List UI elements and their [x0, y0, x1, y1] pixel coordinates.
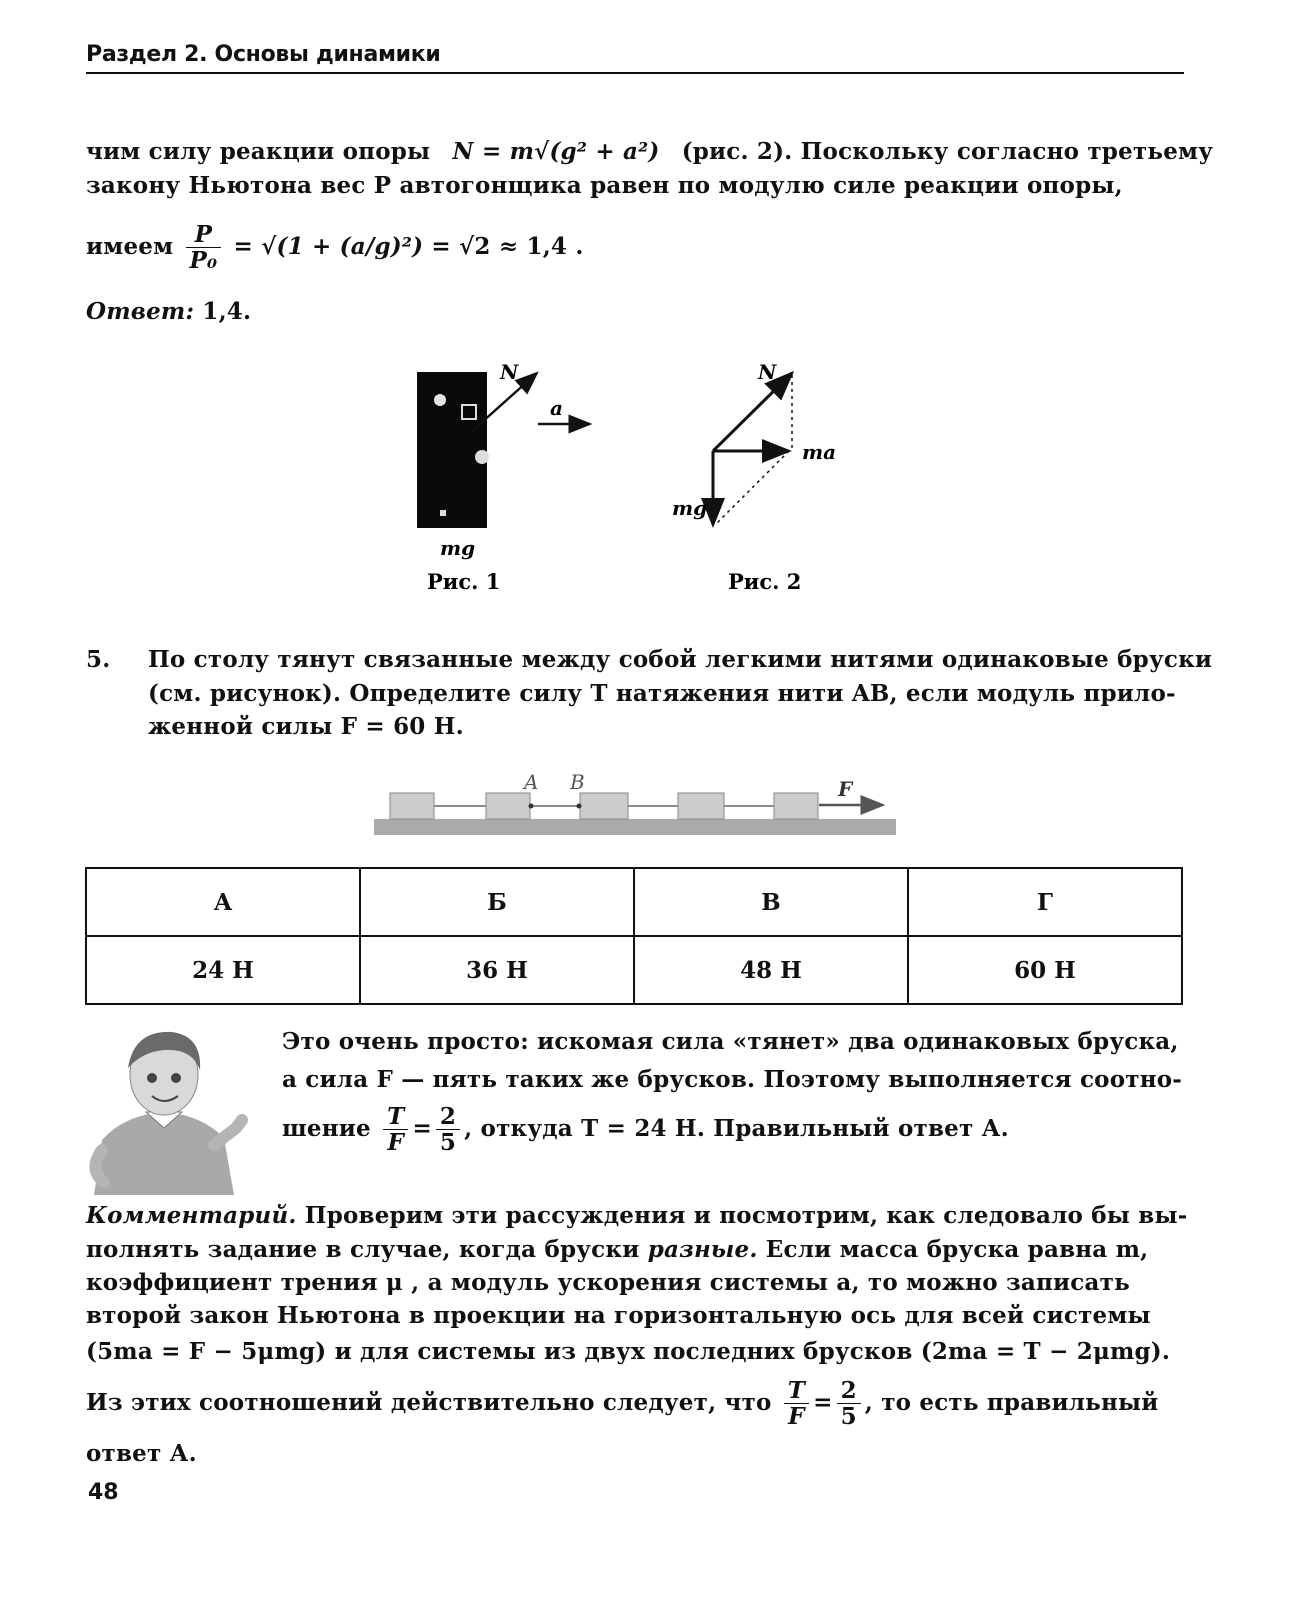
- table-surface: [374, 819, 896, 835]
- boy-eye-left: [147, 1073, 157, 1083]
- option-header: Г: [908, 868, 1182, 936]
- fig2-label-N: N: [758, 360, 777, 384]
- boy-eye-right: [171, 1073, 181, 1083]
- problem-line-1: По столу тянут связанные между собой легкими нитями одинаковые бруски: [148, 646, 1213, 673]
- answer-label: Ответ:: [86, 298, 195, 325]
- comment-line-6-tail: , то есть правильный: [864, 1388, 1159, 1416]
- ratio-result: = √2 ≈ 1,4 .: [431, 232, 584, 260]
- prev-line-3: [86, 222, 584, 274]
- block-2: [486, 793, 530, 819]
- problem-line-2: (см. рисунок). Определите силу T натяжения нити AB, если модуль прило-: [148, 680, 1176, 707]
- fraction-denominator: F: [387, 1129, 405, 1157]
- boy-pointing-arm: [214, 1120, 242, 1145]
- answer-options-table: [85, 867, 1183, 1005]
- page-header: Раздел 2. Основы динамики: [86, 42, 441, 67]
- prev-line-1: [86, 138, 1213, 165]
- option-value: 48 Н: [634, 936, 908, 1004]
- problem-number: 5.: [86, 646, 111, 673]
- two-fifths-fraction: [837, 1378, 861, 1430]
- table-row: [86, 936, 1182, 1004]
- page-number: 48: [88, 1480, 119, 1505]
- answer-value: 1,4.: [202, 298, 252, 325]
- header-rule: [86, 72, 1184, 74]
- comment-line-4: второй закон Ньютона в проекции на горизонтальную ось для всей системы: [86, 1302, 1151, 1329]
- blocks-figure: [370, 765, 900, 840]
- fig2-dashed-diagonal: [715, 451, 789, 525]
- comment-line-5: (5ma = F − 5μmg) и для системы из двух последних брусков (2ma = T − 2μmg).: [86, 1338, 1171, 1365]
- fraction-denominator: P₀: [189, 247, 218, 275]
- comment-line-2: [86, 1236, 1148, 1263]
- table-header-row: [86, 868, 1182, 936]
- boy-line-3: шение $\frac{T}{F}$ = $\frac{2}{5}$ , откуда T = 24 Н. Правильный ответ А.: [282, 1103, 1009, 1157]
- option-header: Б: [360, 868, 634, 936]
- root-expression: = √(1 + (a/g)²): [233, 232, 424, 260]
- problem-line-3: женной силы F = 60 Н.: [148, 713, 464, 740]
- figures-1-2: [400, 345, 860, 605]
- tension-ratio-fraction: [383, 1104, 408, 1156]
- fig1-label-a: a: [550, 396, 563, 420]
- fraction-numerator: P: [186, 222, 222, 248]
- fraction-numerator: T: [784, 1378, 809, 1404]
- point-A: [529, 804, 534, 809]
- option-value: 60 Н: [908, 936, 1182, 1004]
- fig1-label-mg: mg: [440, 536, 476, 560]
- boy-illustration: [84, 1020, 254, 1195]
- fraction-numerator: 2: [436, 1104, 460, 1130]
- fig2-label-ma: ma: [802, 440, 837, 464]
- tension-ratio-fraction: [784, 1378, 809, 1430]
- fraction-denominator: 5: [439, 1129, 457, 1157]
- prev-line-1-tail: (рис. 2). Поскольку согласно третьему: [681, 138, 1214, 165]
- fraction-numerator: 2: [837, 1378, 861, 1404]
- block-5: [774, 793, 818, 819]
- fig2-vector-N: [713, 373, 792, 451]
- prev-line-3-text: имеем: [86, 232, 174, 260]
- fig2-label-mg: mg: [672, 496, 708, 520]
- fraction-numerator: T: [383, 1104, 408, 1130]
- comment-line-2-text: полнять задание в случае, когда бруски: [86, 1236, 640, 1263]
- option-header: А: [86, 868, 360, 936]
- option-header: В: [634, 868, 908, 936]
- fraction-denominator: F: [788, 1403, 805, 1431]
- two-fifths-fraction: [436, 1104, 460, 1156]
- block-1: [390, 793, 434, 819]
- weight-ratio-fraction: [186, 222, 222, 274]
- comment-emphasis: разные.: [647, 1236, 758, 1263]
- label-F: F: [838, 777, 853, 801]
- comment-line-3: коэффициент трения μ , а модуль ускорения системы a, то можно записать: [86, 1269, 1130, 1296]
- boy-line-2: а сила F — пять таких же брусков. Поэтому выполняется соотно-: [282, 1066, 1183, 1093]
- fig1-driver-photo: [417, 372, 489, 528]
- fig2-caption: Рис. 2: [728, 569, 802, 594]
- prev-answer: [86, 298, 251, 325]
- boy-line-3-text: шение: [282, 1114, 371, 1142]
- label-B: B: [570, 770, 585, 794]
- label-A: A: [524, 770, 539, 794]
- point-B: [577, 804, 582, 809]
- comment-line-2-tail: Если масса бруска равна m,: [765, 1236, 1149, 1263]
- comment-line-7: ответ А.: [86, 1440, 197, 1467]
- prev-line-2: закону Ньютона вес P автогонщика равен по модулю силе реакции опоры,: [86, 172, 1123, 199]
- boy-line-3-tail: , откуда T = 24 Н. Правильный ответ А.: [464, 1114, 1009, 1142]
- comment-line-6: Из этих соотношений действительно следует, что $\frac{T}{F}$ = $\frac{2}{5}$ , то есть правильный: [86, 1377, 1159, 1431]
- fraction-denominator: 5: [840, 1403, 857, 1431]
- comment-label: Комментарий.: [86, 1202, 297, 1229]
- comment-line-1-text: Проверим эти рассуждения и посмотрим, как следовало бы вы-: [304, 1202, 1188, 1229]
- block-4: [678, 793, 724, 819]
- fig1-label-N: N: [500, 360, 519, 384]
- fig1-caption: Рис. 1: [427, 569, 501, 594]
- support-force-formula: N = m√(g² + a²): [452, 138, 660, 165]
- prev-line-1-text: чим силу реакции опоры: [86, 138, 431, 165]
- block-3: [580, 793, 628, 819]
- comment-line-1: [86, 1202, 1187, 1229]
- comment-line-6-text: Из этих соотношений действительно следует, что: [86, 1388, 772, 1416]
- option-value: 36 Н: [360, 936, 634, 1004]
- boy-line-1: Это очень просто: искомая сила «тянет» два одинаковых бруска,: [282, 1028, 1179, 1055]
- option-value: 24 Н: [86, 936, 360, 1004]
